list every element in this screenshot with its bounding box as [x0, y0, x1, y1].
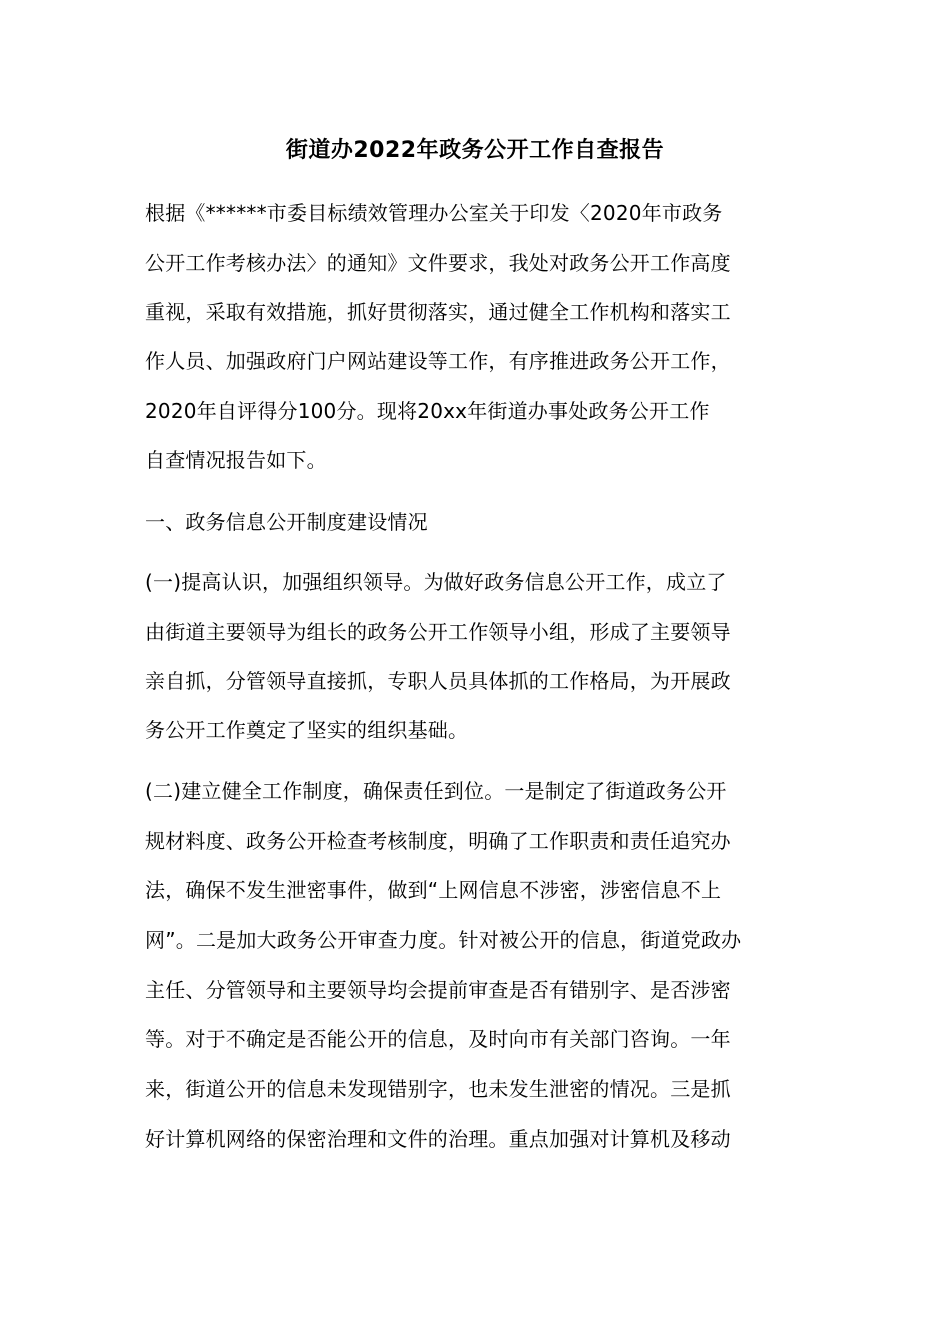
paragraph-3-line-4: 务公开工作奠定了坚实的组织基础。	[145, 718, 469, 742]
paragraph-4-line-8: 好计算机网络的保密治理和文件的治理。重点加强对计算机及移动	[145, 1127, 731, 1151]
paragraph-3-line-2: 由街道主要领导为组长的政务公开工作领导小组，形成了主要领导	[145, 620, 731, 644]
paragraph-4-line-2: 规材料度、政务公开检查考核制度，明确了工作职责和责任追究办	[145, 829, 731, 853]
paragraph-4-line-7: 来，街道公开的信息未发现错别字，也未发生泄密的情况。三是抓	[145, 1077, 731, 1101]
paragraph-4-line-3: 法，确保不发生泄密事件，做到“上网信息不涉密，涉密信息不上	[145, 878, 722, 902]
paragraph-4-line-6: 等。对于不确定是否能公开的信息，及时向市有关部门咨询。一年	[145, 1027, 731, 1051]
paragraph-1-line-6: 自查情况报告如下。	[145, 448, 327, 472]
paragraph-1-line-1: 根据《******市委目标绩效管理办公室关于印发〈2020年市政务	[145, 201, 723, 225]
paragraph-1-line-2: 公开工作考核办法〉的通知》文件要求，我处对政务公开工作高度	[145, 251, 731, 275]
document-title: 街道办2022年政务公开工作自查报告	[285, 138, 665, 163]
section-heading-1: 一、政务信息公开制度建设情况	[145, 510, 428, 534]
paragraph-4-line-1: (二)建立健全工作制度，确保责任到位。一是制定了街道政务公开	[145, 779, 727, 803]
paragraph-4-line-4: 网”。二是加大政务公开审查力度。针对被公开的信息，街道党政办	[145, 928, 742, 952]
paragraph-1-line-3: 重视，采取有效措施，抓好贯彻落实，通过健全工作机构和落实工	[145, 300, 731, 324]
paragraph-1-line-4: 作人员、加强政府门户网站建设等工作，有序推进政务公开工作，	[145, 349, 731, 373]
paragraph-3-line-3: 亲自抓，分管领导直接抓，专职人员具体抓的工作格局，为开展政	[145, 669, 731, 693]
paragraph-3-line-1: (一)提高认识，加强组织领导。为做好政务信息公开工作，成立了	[145, 570, 727, 594]
paragraph-4-line-5: 主任、分管领导和主要领导均会提前审查是否有错别字、是否涉密	[145, 978, 731, 1002]
paragraph-1-line-5: 2020年自评得分100分。现将20xx年街道办事处政务公开工作	[145, 399, 710, 423]
